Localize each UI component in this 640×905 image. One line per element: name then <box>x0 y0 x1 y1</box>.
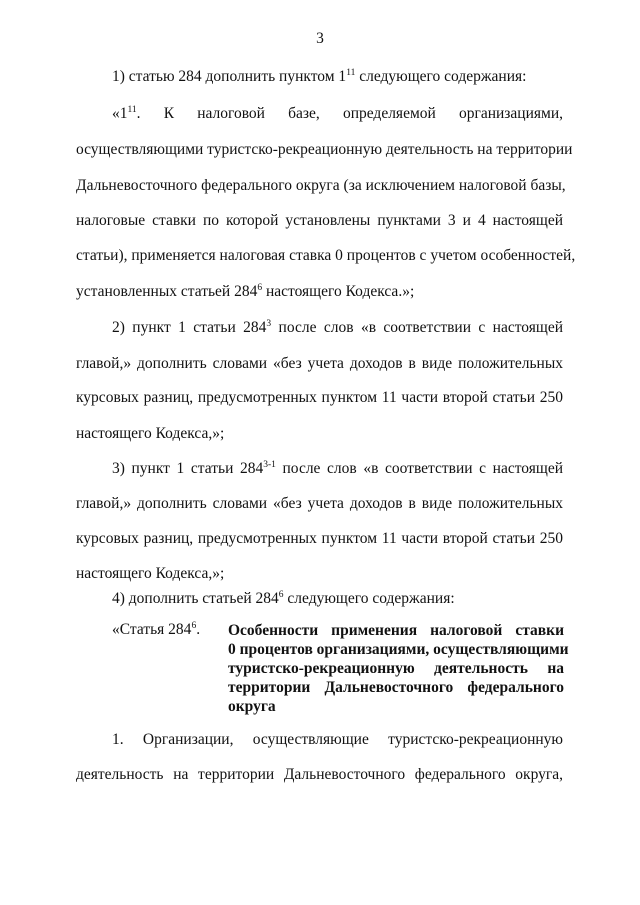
item2-line: курсовых разниц, предусмотренных пунктом 11 части второй статьи 250 <box>76 389 563 406</box>
para1-line: 1. Организации, осуществляющие туристско-рекреационную <box>112 731 563 748</box>
para1-line: деятельность на территории Дальневосточного федерального округа, <box>76 766 563 783</box>
item1-line: налоговые ставки по которой установлены пунктами 3 и 4 настоящей <box>76 212 563 229</box>
article-title-line: Особенности применения налоговой ставки <box>228 622 564 639</box>
item1-line: статьи), применяется налоговая ставка 0 процентов с учетом особенностей, <box>76 247 576 264</box>
item1-lead: 1) статью 284 дополнить пунктом $1^{11}$ следующего содержания: <box>112 68 527 85</box>
item3-line: главой,» дополнить словами «без учета доходов в виде положительных <box>76 495 563 512</box>
article-title-line: округа <box>228 698 276 715</box>
item3-line: курсовых разниц, предусмотренных пунктом 11 части второй статьи 250 <box>76 530 563 547</box>
article-title <box>228 621 569 716</box>
item1-last-line: установленных статьей $284^6$ настоящего Кодекса.»; <box>76 283 415 300</box>
article-label: «Статья $284^6$. <box>112 621 201 638</box>
item2-line: настоящего Кодекса,»; <box>76 425 225 442</box>
item3-first-line: 3) пункт 1 статьи 284$^{3-1}$ после слов «в соответствии с настоящей <box>112 460 563 477</box>
article-title-line: туристско-рекреационную деятельность на <box>228 660 564 677</box>
item2-first-line: 2) пункт 1 статьи $284^3$ после слов «в соответствии с настоящей <box>112 319 563 336</box>
article-title-line: территории Дальневосточного федерального <box>228 679 564 696</box>
item2-line: главой,» дополнить словами «без учета доходов в виде положительных <box>76 355 563 372</box>
item3-line: настоящего Кодекса,»; <box>76 565 225 582</box>
page-number: 3 <box>316 30 324 47</box>
item4-line: 4) дополнить статьей $284^6$ следующего содержания: <box>112 590 455 607</box>
item1-line: осуществляющими туристско-рекреационную деятельность на территории <box>76 141 573 158</box>
item1-quote-first-line: «$1^{11}$. К налоговой базе, определяемой организациями, <box>112 105 563 122</box>
item1-line: Дальневосточного федерального округа (за исключением налоговой базы, <box>76 177 566 194</box>
article-title-line: 0 процентов организациями, осуществляющими <box>228 641 569 658</box>
